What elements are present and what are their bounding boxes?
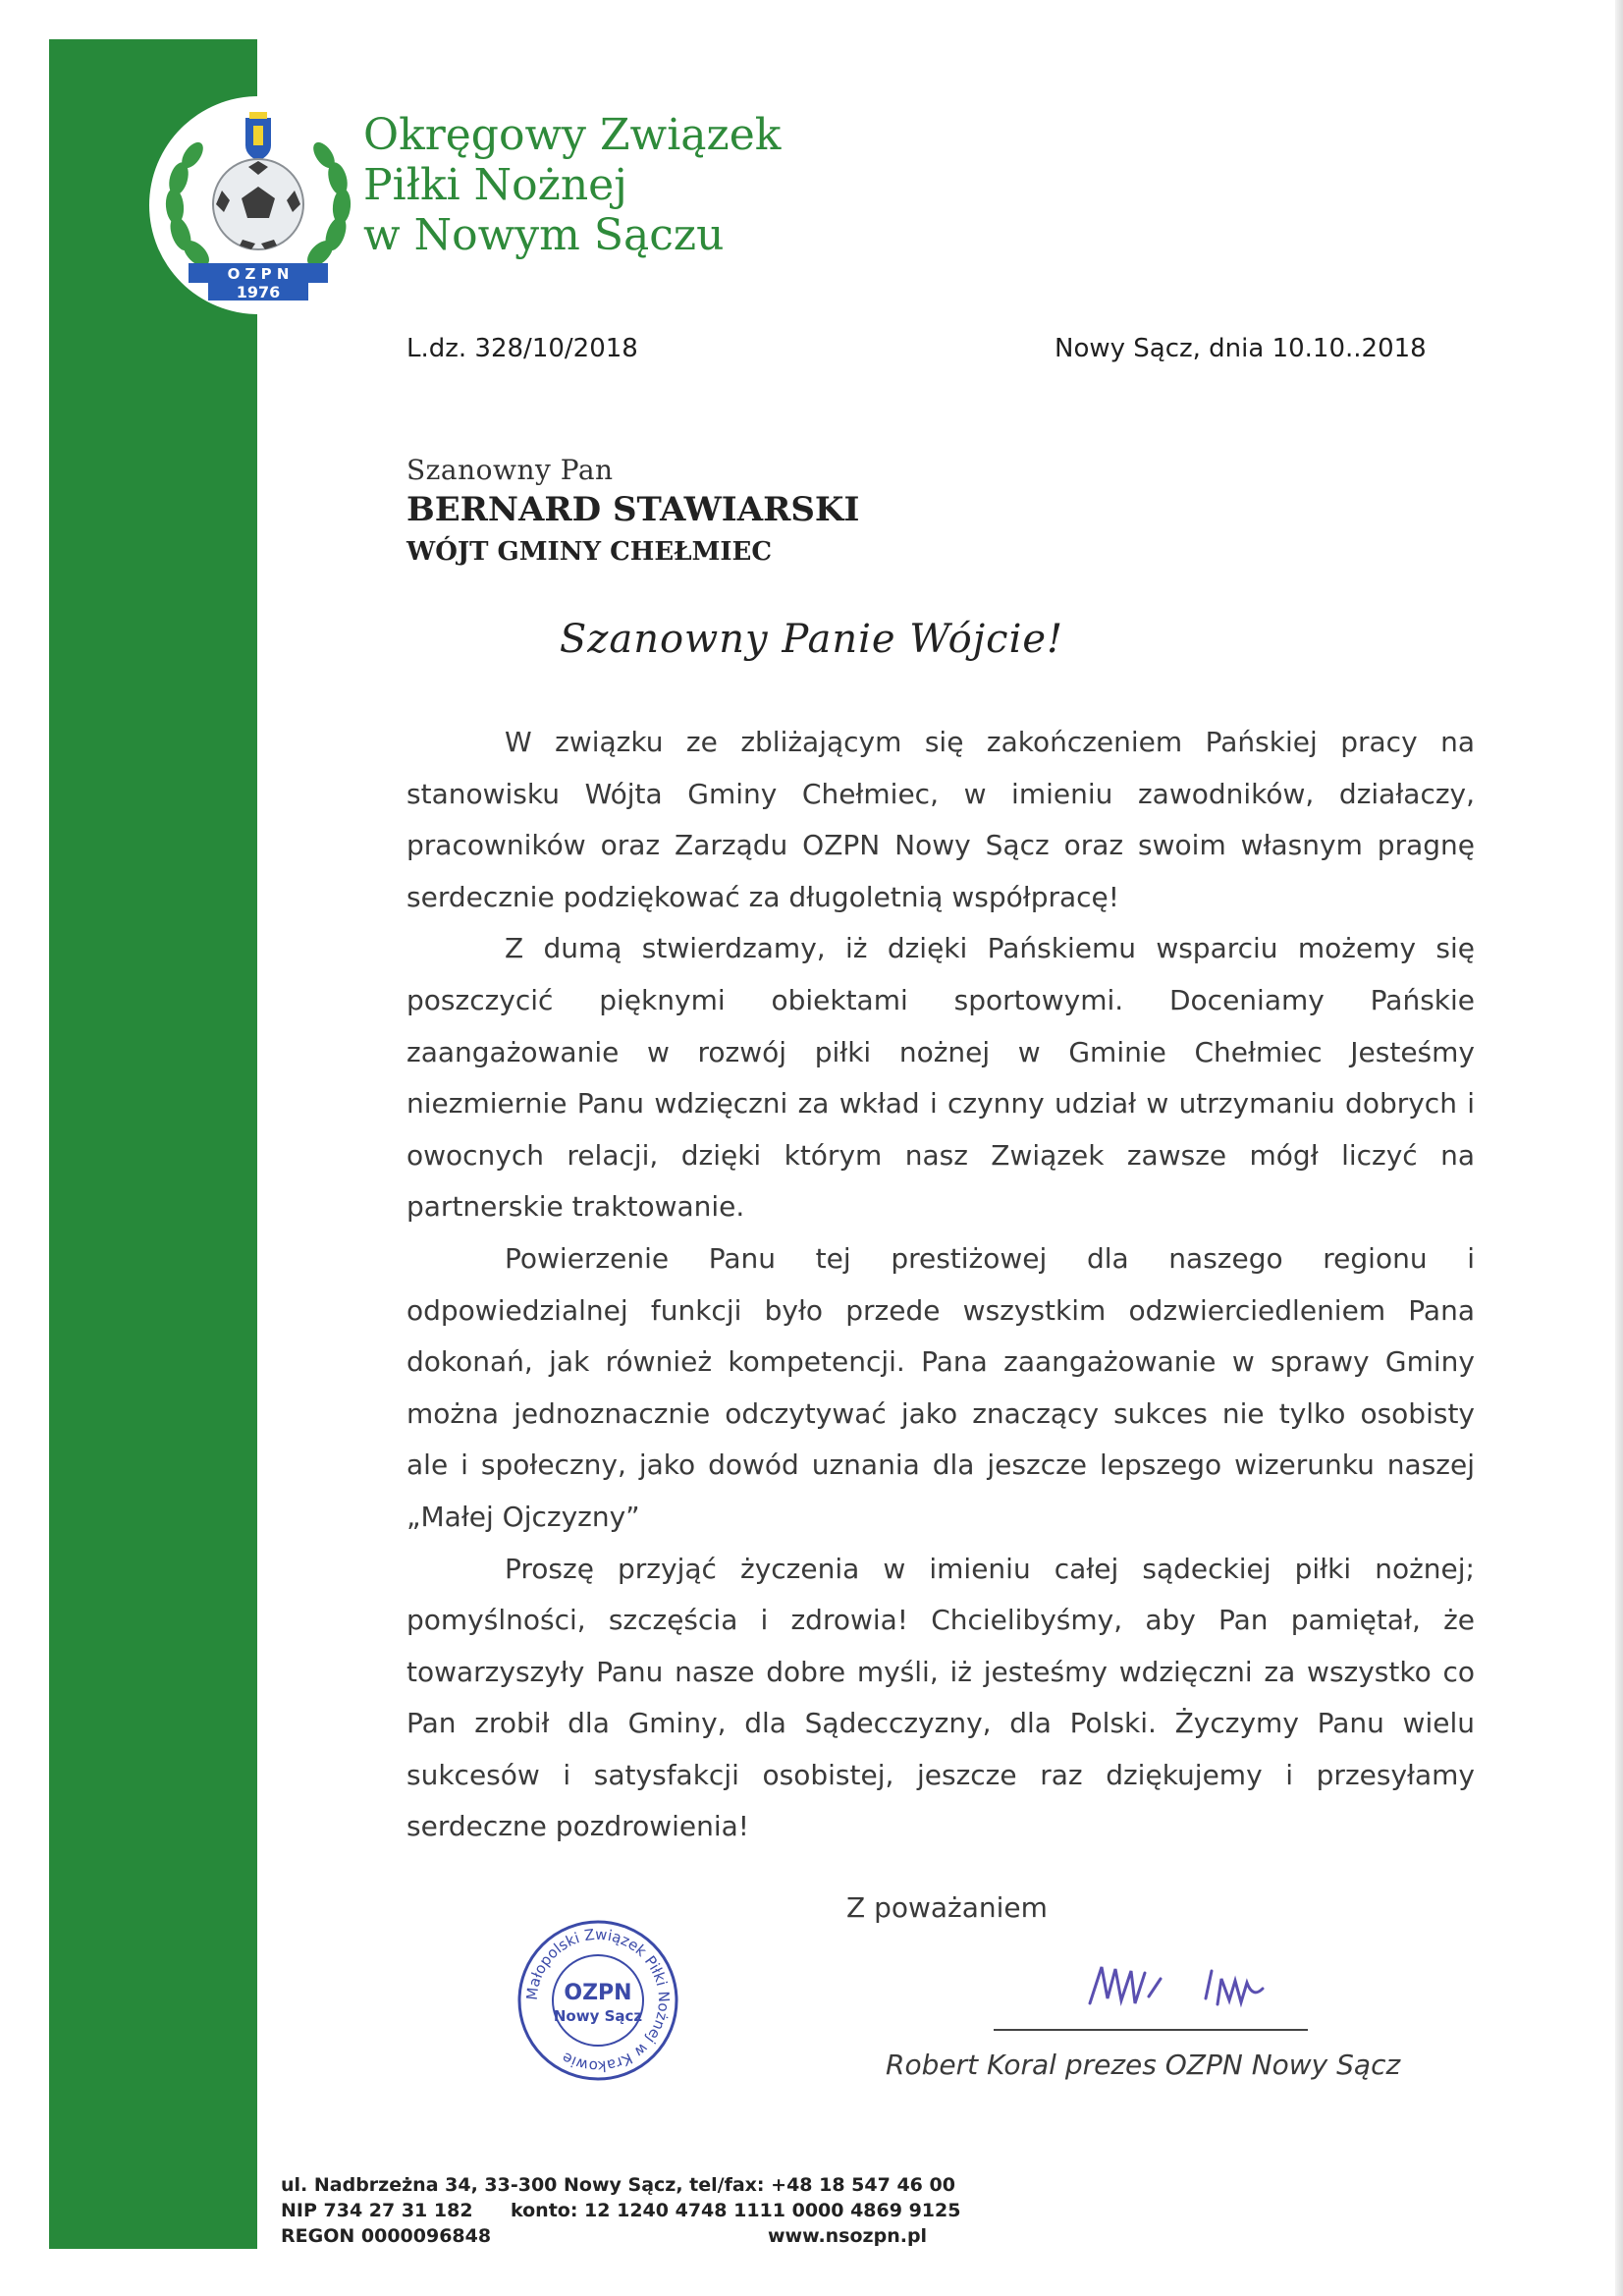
signature-line — [994, 2029, 1308, 2031]
recipient-title: WÓJT GMINY CHEŁMIEC — [406, 537, 773, 567]
body-paragraph-4: Proszę przyjąć życzenia w imieniu całej sądeckiej piłki nożnej; pomyślności, szczęścia i zdrowia! Chcielibyśmy, aby Pan pamiętał, że towarzyszyły Panu nasze dobre myśli, iż jesteśmy wdzięczni za wszystko co Pan zrobił dla Gminy, dla Sądecczyzny, dla Polski. Życzymy Panu wielu sukcesów i satysfakcji osobistej, jeszcze raz dziękujemy i przesyłamy serdeczne pozdrowienia! — [406, 1552, 1475, 1843]
body-paragraph-3: Powierzenie Panu tej prestiżowej dla naszego regionu i odpowiedzialnej funkcji było przede wszystkim odzwierciedleniem Pana dokonań, jak również kompetencji. Pana zaangażowanie w sprawy Gminy można jednoznacznie odczytywać jako znaczący sukces nie tylko osobisty ale i społeczny, jako dowód uznania dla jeszcze lepszego wizerunku naszej „Małej Ojczyzny” — [406, 1241, 1475, 1533]
letter-footer — [281, 2172, 961, 2249]
coat-of-arms-icon — [245, 112, 271, 161]
org-name-line-2: Piłki Nożnej — [363, 160, 627, 210]
stamp-ring-text: Małopolski Związek Piłki Nożnej w Krakowie — [522, 1925, 674, 2076]
greeting-line: Szanowny Panie Wójcie! — [559, 617, 1064, 662]
footer-address: ul. Nadbrzeżna 34, 33-300 Nowy Sącz, tel/fax: +48 18 547 46 00 — [281, 2174, 955, 2196]
page-edge — [1615, 0, 1623, 2296]
recipient-name: BERNARD STAWIARSKI — [406, 490, 860, 529]
signer-name: Robert Koral prezes OZPN Nowy Sącz — [886, 2049, 1401, 2081]
reference-number: L.dz. 328/10/2018 — [406, 334, 638, 363]
footer-regon: REGON 0000096848 — [281, 2225, 492, 2247]
organization-name — [363, 110, 781, 260]
footer-bank-account: konto: 12 1240 4748 1111 0000 4869 9125 — [511, 2200, 961, 2221]
official-stamp — [514, 1917, 681, 2084]
body-paragraph-1: W związku ze zbliżającym się zakończeniem Pańskiej pracy na stanowisku Wójta Gminy Chełmiec, w imieniu zawodników, działaczy, pracowników oraz Zarządu OZPN Nowy Sącz oraz swoim własnym pragnę serdecznie podziękować za długoletnią współpracę! — [406, 726, 1475, 913]
closing-phrase: Z poważaniem — [846, 1891, 1048, 1924]
stamp-center-line-1: OZPN — [564, 1981, 632, 2005]
handwritten-signature — [1080, 1949, 1316, 2028]
recipient-salutation: Szanowny Pan — [406, 454, 614, 486]
org-name-line-3: w Nowym Sączu — [363, 210, 725, 260]
org-name-line-1: Okręgowy Związek — [363, 110, 782, 160]
body-paragraph-2: Z dumą stwierdzamy, iż dzięki Pańskiemu wsparciu możemy się poszczycić pięknymi obiektami sportowymi. Doceniamy Pańskie zaangażowanie w rozwój piłki nożnej w Gminie Chełmiec Jesteśmy niezmiernie Panu wdzięczni za wkład i czynny udział w utrzymaniu dobrych i owocnych relacji, dzięki którym nasz Związek zawsze mógł liczyć na partnerskie traktowanie. — [406, 932, 1475, 1224]
soccer-ball-icon — [213, 159, 303, 249]
logo-band-text: O Z P N — [227, 265, 290, 283]
place-and-date: Nowy Sącz, dnia 10.10..2018 — [1055, 334, 1427, 363]
recipient-block — [406, 454, 859, 567]
footer-nip: NIP 734 27 31 182 — [281, 2200, 473, 2221]
ozpn-logo — [149, 96, 367, 314]
logo-year: 1976 — [236, 283, 281, 301]
letter-body — [406, 717, 1475, 1853]
green-sidebar-bar — [49, 39, 257, 2249]
footer-website[interactable]: www.nsozpn.pl — [768, 2225, 928, 2247]
stamp-center-line-2: Nowy Sącz — [553, 2007, 643, 2025]
